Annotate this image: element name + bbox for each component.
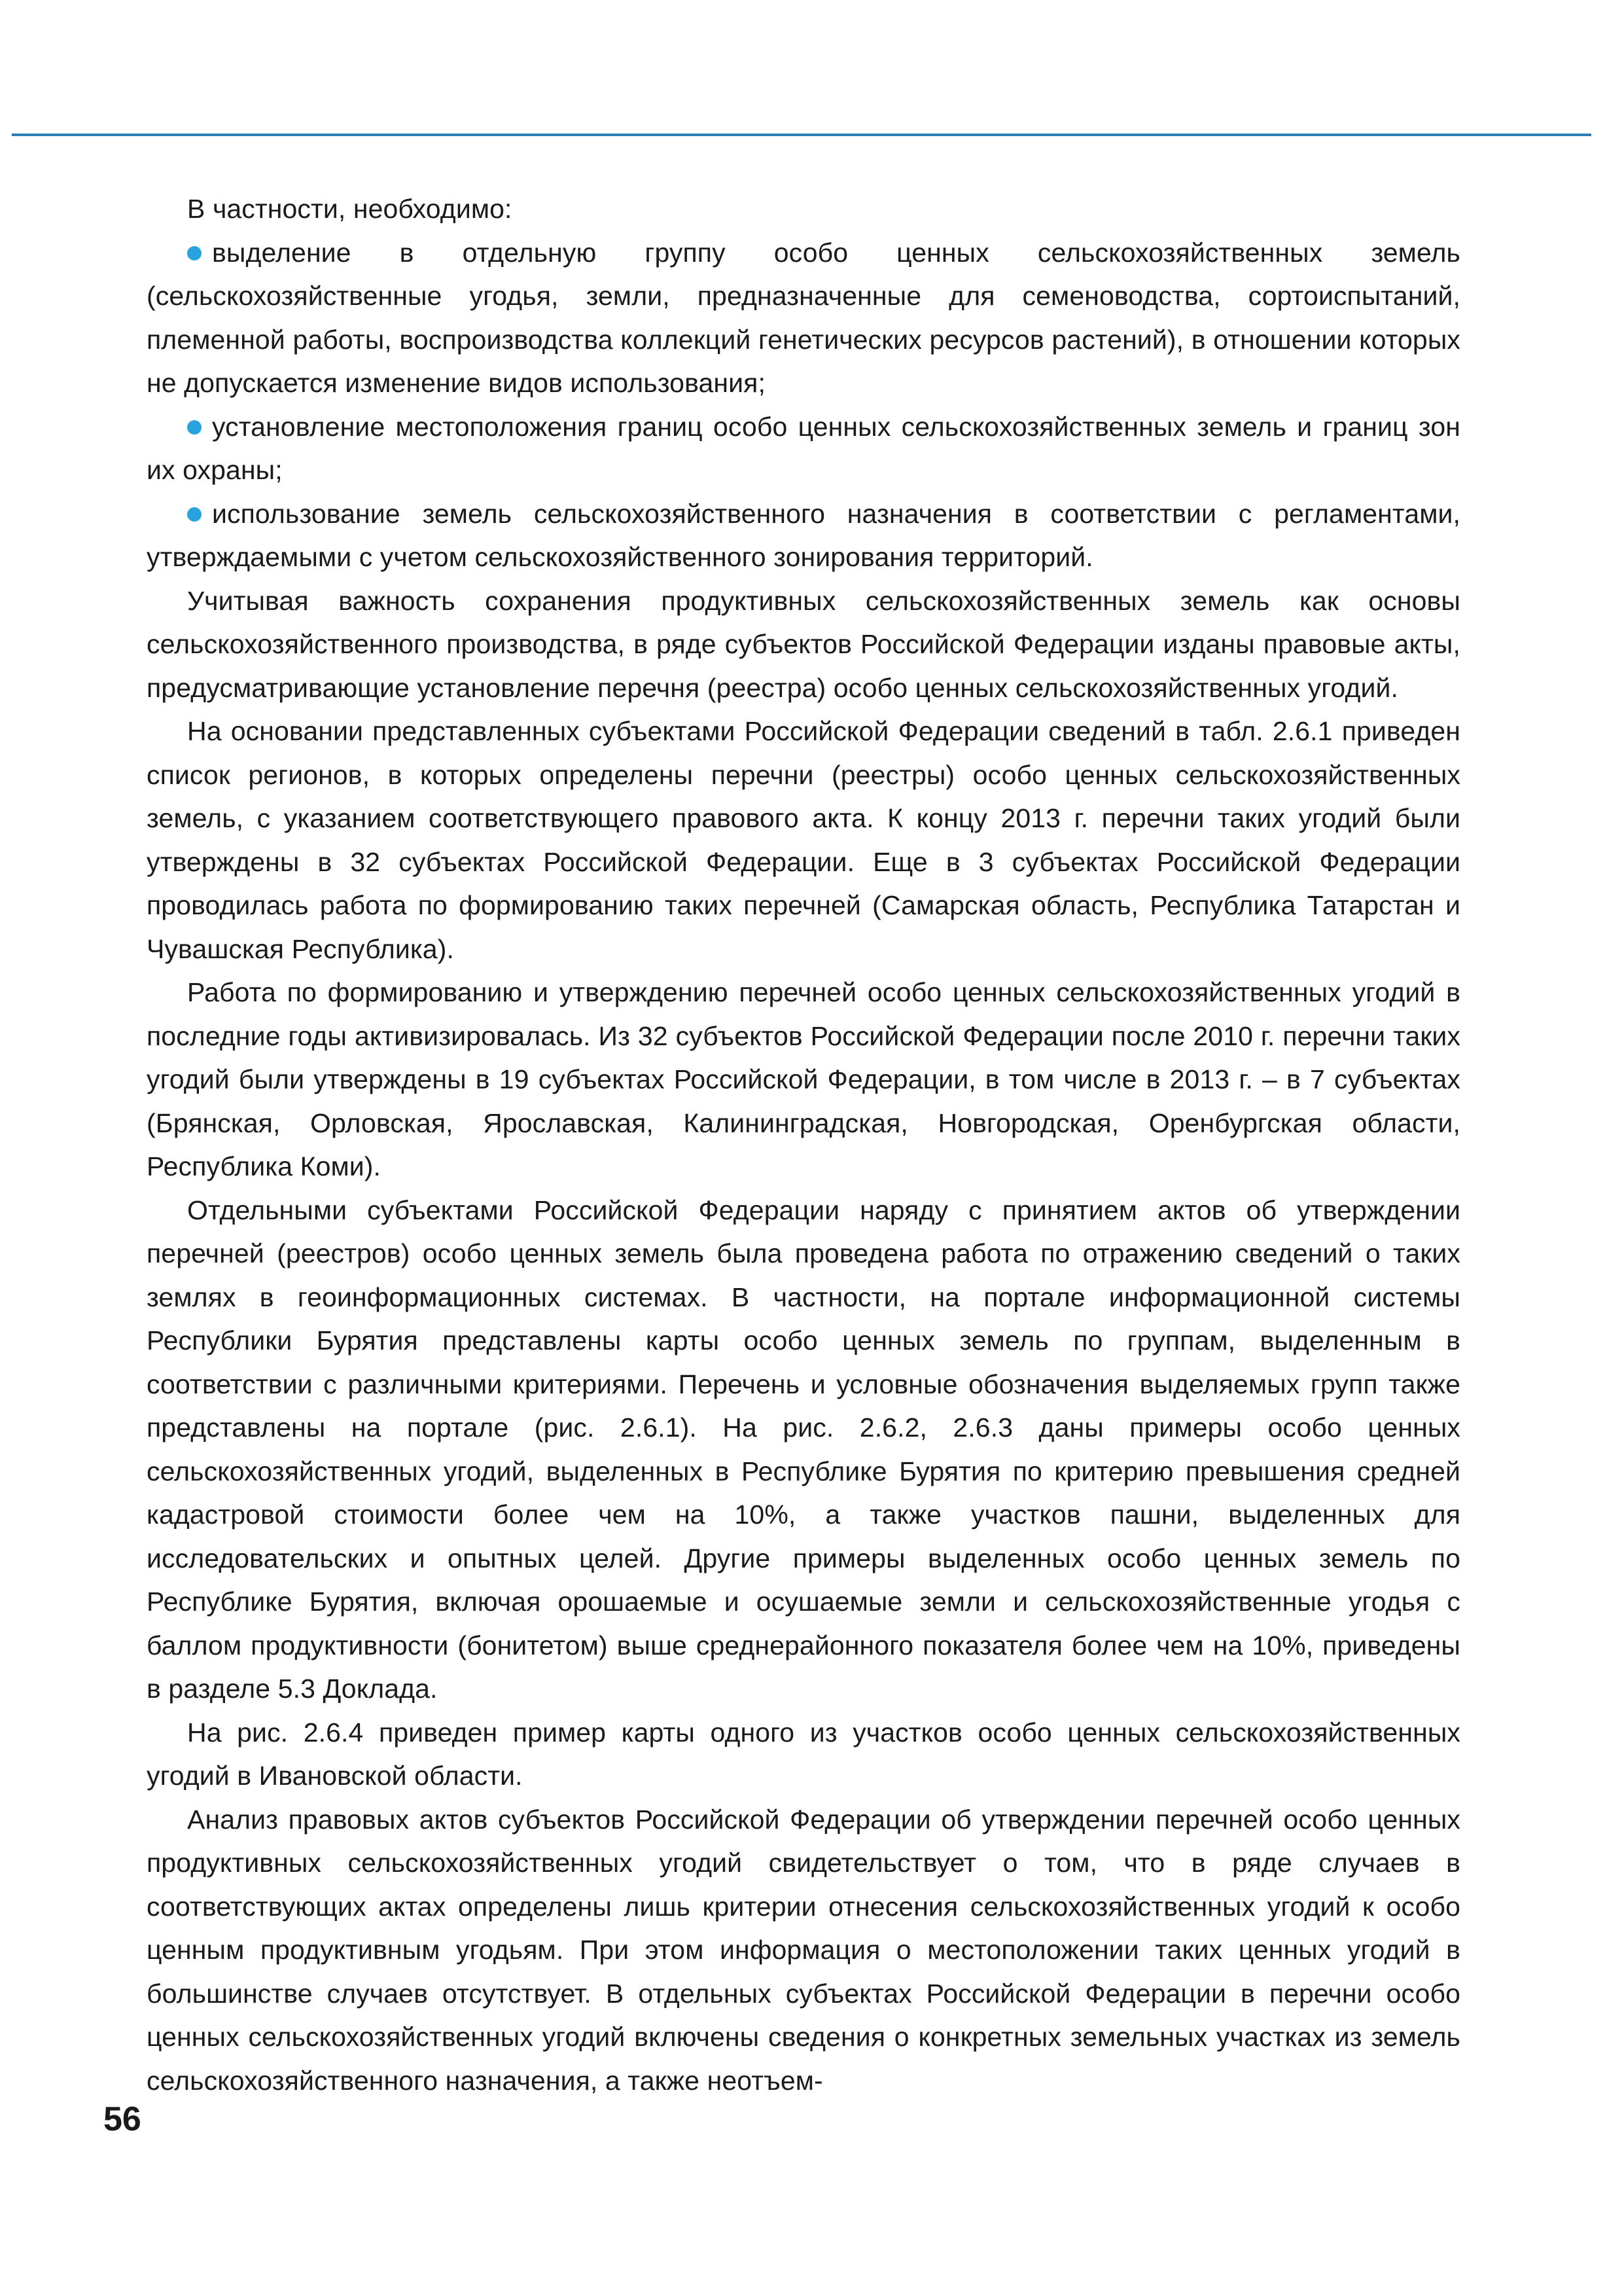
paragraph: На рис. 2.6.4 приведен пример карты одного из участков особо ценных сельскохозяйственных угодий в Ивановской области.: [147, 1717, 1460, 1791]
bullet-icon: [187, 420, 202, 435]
paragraph: Анализ правовых актов субъектов Российской Федерации об утверждении перечней особо ценных продуктивных сельскохозяйственных угодий свидетельствует о том, что в ряде случаев в соответствующих актах определены лишь критерии отнесения сельскохозяйственных угодий к особо ценным продуктивным угодьям. При этом информация о местоположении таких ценных угодий в большинстве случаев отсутствует. В отдельных субъектах Российской Федерации в перечни особо ценных сельскохозяйственных угодий включены сведения о конкретных земельных участках из земель сельскохозяйственного назначения, а также неотъем-: [147, 1804, 1460, 2096]
bullet-icon: [187, 246, 202, 260]
document-body: [147, 187, 1460, 2102]
list-item: [147, 492, 1460, 579]
list-item-text: установление местоположения границ особо ценных сельскохозяйственных земель и границ зон их охраны;: [147, 411, 1460, 485]
page-number: 56: [103, 2100, 141, 2138]
paragraph: Учитывая важность сохранения продуктивных сельскохозяйственных земель как основы сельскохозяйственного производства, в ряде субъектов Российской Федерации изданы правовые акты, предусматривающие установление перечня (реестра) особо ценных сельскохозяйственных угодий.: [147, 585, 1460, 703]
list-item-text: использование земель сельскохозяйственного назначения в соответствии с регламентами, утверждаемыми с учетом сельскохозяйственного зонирования территорий.: [147, 498, 1460, 572]
list-item-text: выделение в отдельную группу особо ценных сельскохозяйственных земель (сельскохозяйственные угодья, земли, предназначенные для семеноводства, сортоиспытаний, племенной работы, воспроизводства коллекций генетических ресурсов растений), в отношении которых не допускается изменение видов использования;: [147, 237, 1460, 398]
bullet-icon: [187, 507, 202, 522]
paragraph: Работа по формированию и утверждению перечней особо ценных сельскохозяйственных угодий в последние годы активизировалась. Из 32 субъектов Российской Федерации после 2010 г. перечни таких угодий были утверждены в 19 субъектах Российской Федерации, в том числе в 2013 г. – в 7 субъектах (Брянская, Орловская, Ярославская, Калининградская, Новгородская, Оренбургская области, Республика Коми).: [147, 977, 1460, 1181]
paragraph: На основании представленных субъектами Российской Федерации сведений в табл. 2.6.1 приведен список регионов, в которых определены перечни (реестры) особо ценных сельскохозяйственных земель, с указанием соответствующего правового акта. К концу 2013 г. перечни таких угодий были утверждены в 32 субъектах Российской Федерации. Еще в 3 субъектах Российской Федерации проводилась работа по формированию таких перечней (Самарская область, Республика Татарстан и Чувашская Республика).: [147, 716, 1460, 964]
paragraph: Отдельными субъектами Российской Федерации наряду с принятием актов об утверждении перечней (реестров) особо ценных земель была проведена работа по отражению сведений о таких землях в геоинформационных системах. В частности, на портале информационной системы Республики Бурятия представлены карты особо ценных земель по группам, выделенным в соответствии с различными критериями. Перечень и условные обозначения выделяемых групп также представлены на портале (рис. 2.6.1). На рис. 2.6.2, 2.6.3 даны примеры особо ценных сельскохозяйственных угодий, выделенных в Республике Бурятия по критерию превышения средней кадастровой стоимости более чем на 10%, а также участков пашни, выделенных для исследовательских и опытных целей. Другие примеры выделенных особо ценных земель по Республике Бурятия, включая орошаемые и осушаемые земли и сельскохозяйственные угодья с баллом продуктивности (бонитетом) выше среднерайонного показателя более чем на 10%, приведены в разделе 5.3 Доклада.: [147, 1194, 1460, 1704]
header-rule: [12, 134, 1591, 136]
list-item: [147, 405, 1460, 492]
list-item: [147, 231, 1460, 405]
paragraph-intro: В частности, необходимо:: [187, 194, 512, 224]
